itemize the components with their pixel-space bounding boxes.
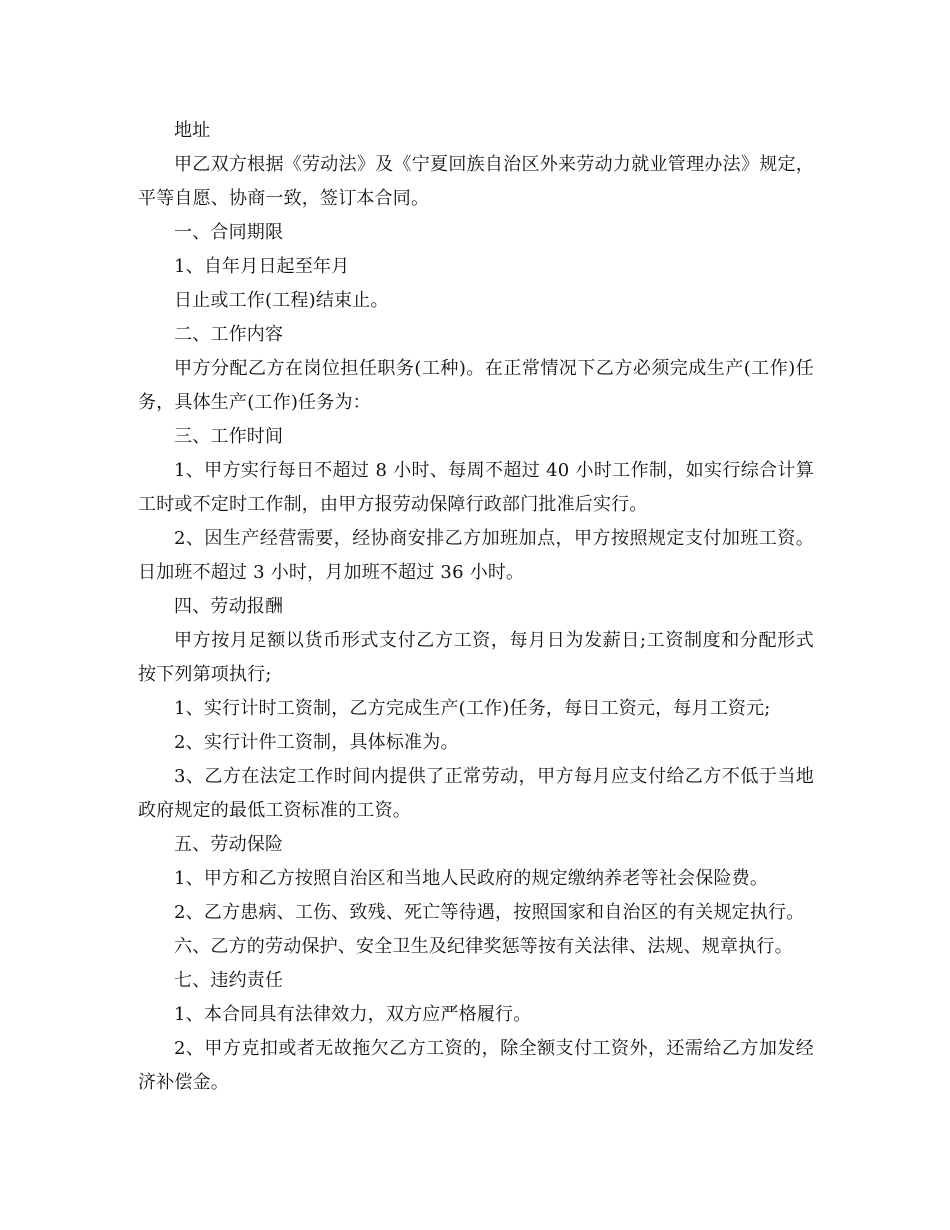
paragraph-remuneration-3: 3、乙方在法定工作时间内提供了正常劳动，甲方每月应支付给乙方不低于当地政府规定的最低工资标准的工资。: [138, 766, 814, 821]
paragraph-term-end: 日止或工作(工程)结束止。: [174, 290, 389, 311]
paragraph-labor-protection: 六、乙方的劳动保护、安全卫生及纪律奖惩等按有关法律、法规、规章执行。: [174, 936, 793, 957]
heading-labor-insurance: 五、劳动保险: [174, 834, 284, 855]
heading-contract-term: 一、合同期限: [174, 222, 284, 243]
paragraph-remuneration: 甲方按月足额以货币形式支付乙方工资，每月日为发薪日;工资制度和分配形式按下列第项执行;: [138, 630, 814, 685]
paragraph-insurance-1: 1、甲方和乙方按照自治区和当地人民政府的规定缴纳养老等社会保险费。: [174, 868, 769, 889]
heading-work-hours: 三、工作时间: [174, 426, 284, 447]
paragraph-remuneration-2: 2、实行计件工资制，具体标准为。: [174, 732, 459, 753]
paragraph-liability-2: 2、甲方克扣或者无故拖欠乙方工资的，除全额支付工资外，还需给乙方加发经济补偿金。: [138, 1038, 814, 1093]
contract-body: [138, 114, 814, 1100]
paragraph-work-hours-1: 1、甲方实行每日不超过 8 小时、每周不超过 40 小时工作制，如实行综合计算工时或不定时工作制，由甲方报劳动保障行政部门批准后实行。: [138, 460, 814, 515]
heading-work-content: 二、工作内容: [174, 324, 284, 345]
paragraph-remuneration-1: 1、实行计时工资制，乙方完成生产(工作)任务，每日工资元，每月工资元;: [174, 698, 771, 719]
paragraph-insurance-2: 2、乙方患病、工伤、致残、死亡等待遇，按照国家和自治区的有关规定执行。: [174, 902, 805, 923]
heading-remuneration: 四、劳动报酬: [174, 596, 284, 617]
paragraph-address: 地址: [174, 120, 211, 141]
paragraph-work-hours-2: 2、因生产经营需要，经协商安排乙方加班加点，甲方按照规定支付加班工资。日加班不超过 3 小时，月加班不超过 36 小时。: [138, 528, 814, 583]
heading-liability: 七、违约责任: [174, 970, 284, 991]
paragraph-preamble: 甲乙双方根据《劳动法》及《宁夏回族自治区外来劳动力就业管理办法》规定，平等自愿、协商一致，签订本合同。: [138, 154, 814, 209]
paragraph-liability-1: 1、本合同具有法律效力，双方应严格履行。: [174, 1004, 532, 1025]
paragraph-work-content: 甲方分配乙方在岗位担任职务(工种)。在正常情况下乙方必须完成生产(工作)任务，具体生产(工作)任务为：: [138, 358, 814, 413]
paragraph-term-start: 1、自年月日起至年月: [174, 256, 350, 277]
